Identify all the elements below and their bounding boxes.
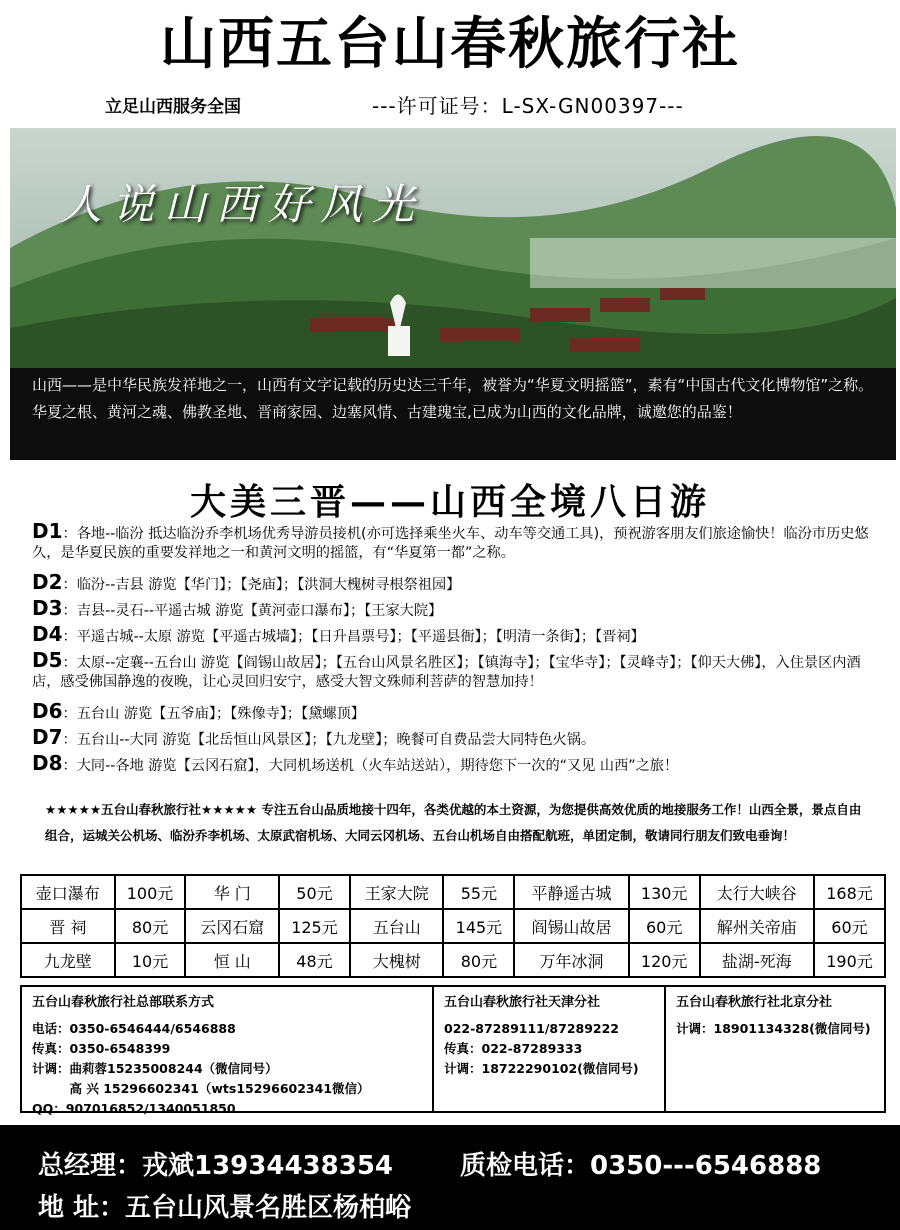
table-row — [21, 875, 885, 909]
contact-line: 电话：0350-6546444/6546888 — [32, 1021, 236, 1036]
price-cell: 云冈石窟 — [185, 909, 279, 943]
license-number: ---许可证号：L-SX-GN00397--- — [372, 94, 684, 118]
ticket-price-table — [20, 874, 886, 978]
day-item: D8：大同--各地 游览【云冈石窟】，大同机场送机（火车站送站），期待您下一次的“又见 山西”之旅！ — [32, 751, 679, 775]
table-row — [21, 909, 885, 943]
price-cell: 120元 — [629, 943, 700, 977]
day-item: D1：各地--临汾 抵达临汾乔李机场优秀导游员接机(亦可选择乘坐火车、动车等交通工具)，预祝游客朋友们旅途愉快！临汾市历史悠久，是华夏民族的重要发祥地之一和黄河文明的摇篮，有“华夏第一都”之称。 — [32, 519, 869, 561]
price-cell: 55元 — [443, 875, 514, 909]
hero-intro: 山西——是中华民族发祥地之一，山西有文字记载的历史达三千年，被誉为“华夏文明摇篮”，素有“中国古代文化博物馆”之称。华夏之根、黄河之魂、佛教圣地、晋商家园、边塞风情、古建瑰宝,已成为山西的文化品牌，诚邀您的品鉴！ — [32, 376, 874, 421]
hq-contact — [22, 987, 434, 1116]
price-cell: 晋 祠 — [21, 909, 115, 943]
day-item: D4：平遥古城--太原 游览【平遥古城墙】；【日升昌票号】；【平遥县衙】；【明清一条街】；【晋祠】 — [32, 622, 645, 646]
day-item: D2：临汾--吉县 游览【华门】；【尧庙】；【洪洞大槐树寻根祭祖园】 — [32, 570, 461, 594]
price-cell: 阎锡山故居 — [514, 909, 628, 943]
footer-bar — [0, 1125, 900, 1230]
hero-slogan: 人说山西好风光 — [60, 180, 425, 229]
contact-line: QQ：907016852/1340051850 — [32, 1101, 236, 1116]
price-cell: 九龙壁 — [21, 943, 115, 977]
price-cell: 80元 — [115, 909, 186, 943]
agency-title: 山西五台山春秋旅行社 — [160, 12, 740, 77]
hq-title: 五台山春秋旅行社总部联系方式 — [32, 995, 215, 1010]
price-cell: 大槐树 — [350, 943, 444, 977]
price-cell: 60元 — [629, 909, 700, 943]
itinerary — [32, 519, 872, 780]
contact-line: 计调：18901134328(微信同号) — [676, 1021, 871, 1036]
price-cell: 壶口瀑布 — [21, 875, 115, 909]
price-cell: 125元 — [279, 909, 350, 943]
price-cell: 平静遥古城 — [514, 875, 628, 909]
hero-banner — [10, 128, 896, 460]
price-cell: 168元 — [814, 875, 885, 909]
price-cell: 五台山 — [350, 909, 444, 943]
price-cell: 190元 — [814, 943, 885, 977]
price-cell: 万年冰洞 — [514, 943, 628, 977]
day-item: D6：五台山 游览【五爷庙】；【殊像寺】；【黛螺顶】 — [32, 699, 365, 723]
price-cell: 华 门 — [185, 875, 279, 909]
day-item: D7：五台山--大同 游览【北岳恒山风景区】；【九龙壁】；晚餐可自费品尝大同特色火锅。 — [32, 725, 596, 749]
price-cell: 80元 — [443, 943, 514, 977]
contact-line: 022-87289111/87289222 — [444, 1021, 620, 1036]
price-cell: 解州关帝庙 — [700, 909, 814, 943]
tianjin-contact — [434, 987, 666, 1111]
contact-line: 传真：022-87289333 — [444, 1041, 583, 1056]
price-cell: 145元 — [443, 909, 514, 943]
address: 地 址：五台山风景名胜区杨柏峪 — [38, 1193, 412, 1223]
beijing-contact — [666, 987, 884, 1111]
tour-title: 大美三晋——山西全境八日游 — [189, 481, 710, 523]
price-cell: 50元 — [279, 875, 350, 909]
price-cell: 48元 — [279, 943, 350, 977]
price-cell: 60元 — [814, 909, 885, 943]
price-cell: 盐湖-死海 — [700, 943, 814, 977]
promo-text: ★★★★★五台山春秋旅行社★★★★★ 专注五台山品质地接十四年，各类优越的本土资源，为您提供高效优质的地接服务工作！山西全景，景点自由组合，运城关公机场、临汾乔李机场、太原武宿机场、大同云冈机场、五台山机场自由搭配航班，单团定制，敬请同行朋友们致电垂询！ — [45, 802, 862, 843]
day-item: D3：吉县--灵石--平遥古城 游览【黄河壶口瀑布】；【王家大院】 — [32, 596, 443, 620]
tianjin-title: 五台山春秋旅行社天津分社 — [444, 995, 601, 1010]
contact-line: 高 兴 15296602341（wts15296602341微信） — [32, 1081, 370, 1096]
price-cell: 100元 — [115, 875, 186, 909]
contact-line: 计调：18722290102(微信同号) — [444, 1061, 639, 1076]
price-cell: 王家大院 — [350, 875, 444, 909]
price-cell: 太行大峡谷 — [700, 875, 814, 909]
table-row — [21, 943, 885, 977]
price-cell: 10元 — [115, 943, 186, 977]
quality-hotline: 质检电话：0350---6546888 — [460, 1151, 822, 1181]
beijing-title: 五台山春秋旅行社北京分社 — [676, 995, 833, 1010]
contacts-box — [20, 985, 886, 1116]
contact-line: 计调：曲莉蓉15235008244（微信同号） — [32, 1061, 278, 1076]
tagline: 立足山西服务全国 — [105, 97, 241, 117]
manager-contact: 总经理：戎斌13934438354 — [38, 1151, 393, 1181]
contact-line: 传真：0350-6548399 — [32, 1041, 171, 1056]
price-cell: 130元 — [629, 875, 700, 909]
day-item: D5：太原--定襄--五台山 游览【阎锡山故居】；【五台山风景名胜区】；【镇海寺】；【宝华寺】；【灵峰寺】；【仰天大佛】，入住景区内酒店，感受佛国静逸的夜晚，让心灵回归安宁，感受大智文殊师利菩萨的智慧加持！ — [32, 648, 861, 690]
price-cell: 恒 山 — [185, 943, 279, 977]
